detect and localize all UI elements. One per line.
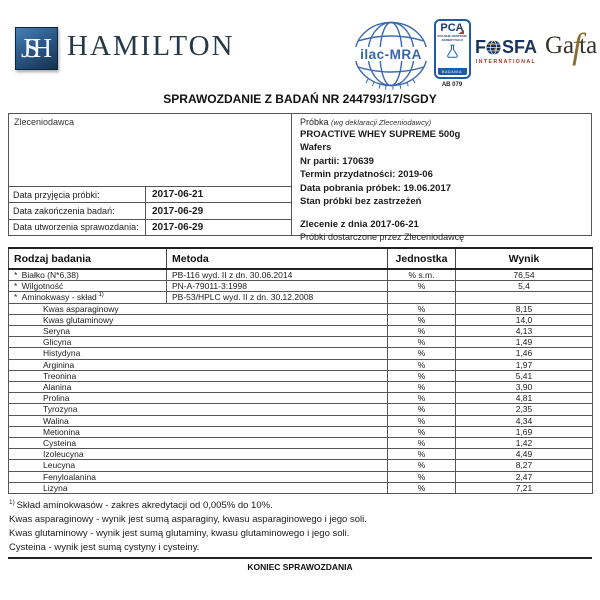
gafta-stylized-f: f	[572, 26, 583, 66]
footnote-line: $^{1)}$ Skład aminokwasów - zakres akredytacji od 0,005% do 10%.	[9, 499, 273, 512]
analysis-name: Fenyloalanina	[9, 471, 388, 482]
analysis-name: Arginina	[9, 359, 388, 370]
results-header-row	[9, 248, 593, 269]
dates-table	[9, 186, 291, 235]
unit-cell: % s.m.	[388, 269, 456, 281]
unit-cell: %	[388, 482, 456, 493]
date-value: 2017-06-21	[145, 187, 291, 202]
column-header: Jednostka	[388, 248, 456, 269]
pca-accreditation-badge	[433, 19, 471, 88]
date-row	[9, 219, 291, 235]
flask-icon	[436, 44, 469, 59]
fosfa-wordmark	[468, 37, 544, 58]
result-cell: 4,81	[456, 393, 593, 404]
table-row	[9, 460, 593, 471]
result-cell: 1,97	[456, 359, 593, 370]
table-row	[9, 404, 593, 415]
table-row	[9, 415, 593, 426]
footnote-marker: 1)	[9, 499, 17, 506]
report-title: SPRAWOZDANIE Z BADAŃ NR 244793/17/SGDY	[163, 92, 437, 106]
result-cell: 3,90	[456, 382, 593, 393]
fosfa-international-label: INTERNATIONAL	[475, 59, 537, 65]
order-date: Zlecenie z dnia 2017-06-21	[300, 219, 419, 231]
analysis-name: Prolina	[9, 393, 388, 404]
result-cell: 5,41	[456, 370, 593, 381]
gafta-letters-ga: Ga	[545, 32, 575, 59]
unit-cell: %	[388, 303, 456, 314]
result-cell: 14,0	[456, 314, 593, 325]
column-header: Metoda	[167, 248, 388, 269]
ilac-mra-logo	[352, 20, 430, 92]
fosfa-letters-sfa: SFA	[501, 37, 537, 57]
unit-cell: %	[388, 326, 456, 337]
method-cell: PB-53/HPLC wyd. II z dn. 30.12.2008	[167, 292, 388, 303]
result-cell: 1,46	[456, 348, 593, 359]
pca-subtitle: POLSKIE CENTRUM AKREDYTACJI	[437, 34, 467, 42]
table-row	[9, 482, 593, 493]
unit-cell: %	[388, 348, 456, 359]
table-row	[9, 382, 593, 393]
date-value: 2017-06-29	[145, 203, 291, 218]
pca-wordmark: PCA	[440, 22, 464, 34]
table-row	[9, 359, 593, 370]
unit-cell: %	[388, 370, 456, 381]
end-of-report-label: KONIEC SPRAWOZDANIA	[8, 557, 592, 572]
globe-icon	[486, 40, 501, 55]
table-row	[9, 337, 593, 348]
unit-cell: %	[388, 314, 456, 325]
pca-red-triangle-icon	[458, 30, 464, 34]
gafta-letters-ta: ta	[579, 32, 598, 59]
fosfa-logo	[468, 37, 544, 65]
unit-cell: %	[388, 460, 456, 471]
hamilton-wordmark: HAMILTON	[67, 30, 235, 62]
sample-label-note: (wg deklaracji Zleceniodawcy)	[331, 118, 432, 127]
footnotes	[9, 496, 367, 554]
table-row	[9, 281, 593, 292]
result-cell: 2,35	[456, 404, 593, 415]
result-cell: 1,49	[456, 337, 593, 348]
unit-cell: %	[388, 281, 456, 292]
table-row	[9, 326, 593, 337]
date-row	[9, 202, 291, 218]
footnote-line: Kwas glutaminowy - wynik jest sumą glutaminy, kwasu glutaminowego i jego soli.	[9, 527, 350, 539]
table-row	[9, 314, 593, 325]
table-row	[9, 471, 593, 482]
analysis-name: Izoleucyna	[9, 449, 388, 460]
date-label: Data utworzenia sprawozdania:	[13, 222, 139, 233]
method-cell: PB-116 wyd. II z dn. 30.06.2014	[167, 269, 388, 281]
unit-cell: %	[388, 359, 456, 370]
unit-cell: %	[388, 382, 456, 393]
date-value: 2017-06-29	[145, 220, 291, 235]
unit-cell: %	[388, 404, 456, 415]
column-header: Wynik	[456, 248, 593, 269]
sample-detail-line: PROACTIVE WHEY SUPREME 500g	[300, 129, 461, 140]
result-cell: 8,27	[456, 460, 593, 471]
unit-cell	[388, 292, 456, 303]
analysis-name: * Wilgotność	[9, 281, 167, 292]
column-header: Rodzaj badania	[9, 248, 167, 269]
unit-cell: %	[388, 415, 456, 426]
result-cell: 8,15	[456, 303, 593, 314]
date-label: Data zakończenia badań:	[13, 206, 115, 217]
result-cell	[456, 292, 593, 303]
sample-detail-line: Nr partii: 170639	[300, 155, 374, 167]
sample-detail-line: Data pobrania próbek: 19.06.2017	[300, 182, 452, 194]
analysis-name: Kwas glutaminowy	[9, 314, 388, 325]
analysis-name: Tyrozyna	[9, 404, 388, 415]
results-body	[9, 269, 593, 494]
table-row	[9, 269, 593, 281]
analysis-name: Histydyna	[9, 348, 388, 359]
ilac-mra-label: ilac-MRA	[360, 47, 422, 62]
table-row	[9, 348, 593, 359]
method-cell: PN-A-79011-3:1998	[167, 281, 388, 292]
analysis-name: Lizyna	[9, 482, 388, 493]
table-row	[9, 426, 593, 437]
pca-badge-frame	[434, 19, 471, 79]
result-cell: 4,34	[456, 415, 593, 426]
result-cell: 5,4	[456, 281, 593, 292]
fosfa-letter-f: F	[474, 37, 486, 57]
footnote-ref: 1)	[96, 292, 104, 299]
pca-band-label: BADANIA	[438, 68, 467, 75]
client-label: Zleceniodawca	[14, 117, 75, 127]
result-cell: 2,47	[456, 471, 593, 482]
result-cell: 1,42	[456, 438, 593, 449]
table-row	[9, 449, 593, 460]
analysis-name: Kwas asparaginowy	[9, 303, 388, 314]
info-section	[8, 113, 592, 243]
delivery-note: Próbki dostarczone przez Zleceniodawcę	[300, 232, 465, 243]
asterisk: *	[14, 281, 22, 292]
result-cell: 7,21	[456, 482, 593, 493]
analysis-name: Alanina	[9, 382, 388, 393]
sample-header	[300, 117, 583, 127]
analysis-name: Leucyna	[9, 460, 388, 471]
date-label: Data przyjęcia próbki:	[13, 189, 100, 200]
sample-box	[292, 114, 591, 243]
table-row	[9, 370, 593, 381]
sample-detail-line: Termin przydatności: 2019-06	[300, 169, 433, 181]
analysis-name: Walina	[9, 415, 388, 426]
unit-cell: %	[388, 471, 456, 482]
unit-cell: %	[388, 438, 456, 449]
sample-detail-line: Wafers	[300, 142, 332, 154]
asterisk: *	[14, 270, 22, 280]
result-cell: 4,49	[456, 449, 593, 460]
table-row	[9, 303, 593, 314]
result-cell: 4,13	[456, 326, 593, 337]
jsh-logo-letters: JSH	[20, 33, 46, 63]
jsh-logo-mark	[15, 27, 58, 70]
unit-cell: %	[388, 449, 456, 460]
client-box	[9, 114, 292, 235]
unit-cell: %	[388, 426, 456, 437]
sample-lines	[300, 128, 583, 208]
analysis-name: * Białko (N*6,38)	[9, 269, 167, 281]
sample-detail-line: Stan próbki bez zastrzeżeń	[300, 196, 422, 208]
unit-cell: %	[388, 393, 456, 404]
analysis-name: Metionina	[9, 426, 388, 437]
pca-accreditation-number: AB 079	[441, 82, 463, 88]
analysis-name: Glicyna	[9, 337, 388, 348]
footnote-line: Cysteina - wynik jest sumą cystyny i cysteiny.	[9, 541, 200, 553]
table-row	[9, 292, 593, 303]
result-cell: 76,54	[456, 269, 593, 281]
table-row	[9, 438, 593, 449]
asterisk: *	[14, 292, 22, 303]
analysis-name: Cysteina	[9, 438, 388, 449]
results-table	[8, 247, 593, 494]
footnote-line: Kwas asparaginowy - wynik jest sumą asparaginy, kwasu asparaginowego i jego soli.	[9, 513, 367, 525]
analysis-name: * Aminokwasy - skład $^{1)}$	[9, 292, 167, 303]
gafta-logo	[545, 26, 598, 66]
unit-cell: %	[388, 337, 456, 348]
date-row	[9, 186, 291, 202]
result-cell: 1,69	[456, 426, 593, 437]
analysis-name: Seryna	[9, 326, 388, 337]
table-row	[9, 393, 593, 404]
sample-label: Próbka	[300, 117, 329, 127]
analysis-name: Treonina	[9, 370, 388, 381]
